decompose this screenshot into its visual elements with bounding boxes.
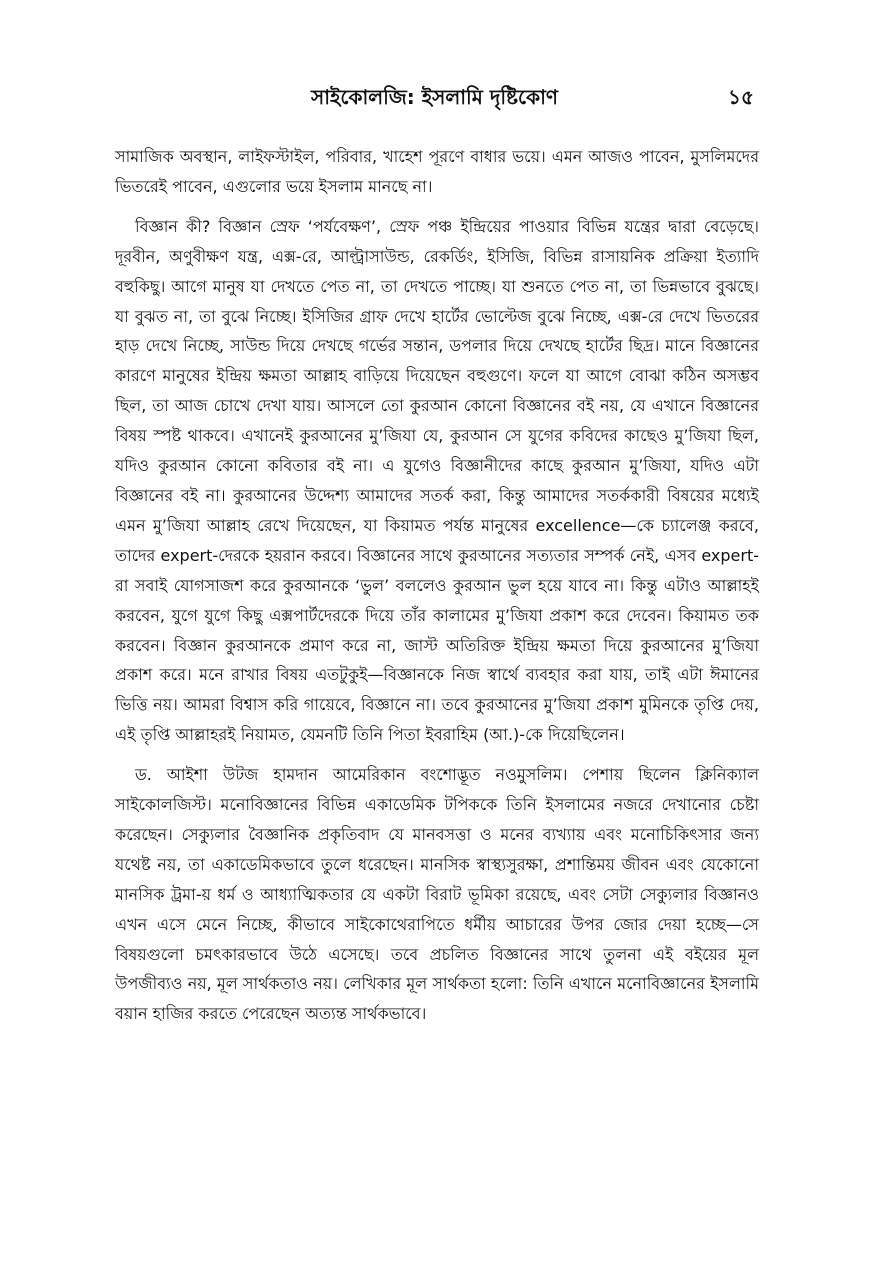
paragraph-2: বিজ্ঞান কী? বিজ্ঞান স্রেফ ‘পর্যবেক্ষণ’, স্রেফ পঞ্চ ইন্দ্রিয়ের পাওয়ার বিভিন্ন যন্ত্রের দ্বারা বেড়েছে। দূরবীন, অণুবীক্ষণ যন্ত্র, এক্স-রে, আল্ট্রাসাউন্ড, রেকর্ডিং, ইসিজি, বিভিন্ন রাসায়নিক প্রক্রিয়া ইত্যাদি বহুকিছু। আগে মানুষ যা দেখতে পেত না, তা দেখতে পাচ্ছে। যা শুনতে পেত না, তা ভিন্নভাবে বুঝছে। যা বুঝত না, তা বুঝে নিচ্ছে। ইসিজির গ্রাফ দেখে হার্টের ভোল্টেজ বুঝে নিচ্ছে, এক্স-রে দেখে ভিতরের হাড় দেখে নিচ্ছে, সাউন্ড দিয়ে দেখছে গর্ভের সন্তান, ডপলার দিয়ে দেখছে হার্টের ছিদ্র। মানে বিজ্ঞানের কারণে মানুষের ইন্দ্রিয় ক্ষমতা আল্লাহ বাড়িয়ে দিয়েছেন বহুগুণে। ফলে যা আগে বোঝা কঠিন অসম্ভব ছিল, তা আজ চোখে দেখা যায়। আসলে তো কুরআন কোনো বিজ্ঞানের বই নয়, যে এখানে বিজ্ঞানের বিষয় স্পষ্ট থাকবে। এখানেই কুরআনের মু’জিযা যে, কুরআন সে যুগের কবিদের কাছেও মু’জিযা ছিল, যদিও কুরআন কোনো কবিতার বই না। এ যুগেও বিজ্ঞানীদের কাছে কুরআন মু’জিযা, যদিও এটা বিজ্ঞানের বই না। কুরআনের উদ্দেশ্য আমাদের সতর্ক করা, কিন্তু আমাদের সতর্ককারী বিষয়ের মধ্যেই এমন মু’জিযা আল্লাহ রেখে দিয়েছেন, যা কিয়ামত পর্যন্ত মানুষের excellence—কে চ্যালেঞ্জ করবে, তাদের expert-দেরকে হয়রান করবে। বিজ্ঞানের সাথে কুরআনের সত্যতার সম্পর্ক নেই, এসব expert-রা সবাই যোগসাজশ করে কুরআনকে ‘ভুল’ বললেও কুরআন ভুল হয়ে যাবে না। কিন্তু এটাও আল্লাহই করবেন, যুগে যুগে কিছু এক্সপার্টদেরকে দিয়ে তাঁর কালামের মু’জিযা প্রকাশ করে দেবেন। কিয়ামত তক করবেন। বিজ্ঞান কুরআনকে প্রমাণ করে না, জাস্ট অতিরিক্ত ইন্দ্রিয় ক্ষমতা দিয়ে কুরআনের মু’জিযা প্রকাশ করে। মনে রাখার বিষয় এতটুকুই—বিজ্ঞানকে নিজ স্বার্থে ব্যবহার করা যায়, তাই এটা ঈমানের ভিত্তি নয়। আমরা বিশ্বাস করি গায়েবে, বিজ্ঞানে না। তবে কুরআনের মু’জিযা প্রকাশ মুমিনকে তৃপ্তি দেয়, এই তৃপ্তি আল্লাহরই নিয়ামত, যেমনটি তিনি পিতা ইবরাহিম (আ.)-কে দিয়েছিলেন। [115, 216, 759, 745]
running-header [115, 82, 754, 116]
body-text [115, 142, 759, 1029]
paragraph-3: ড. আইশা উটজ হামদান আমেরিকান বংশোদ্ভূত নওমুসলিম। পেশায় ছিলেন ক্লিনিক্যাল সাইকোলজিস্ট। মনোবিজ্ঞানের বিভিন্ন একাডেমিক টপিককে তিনি ইসলামের নজরে দেখানোর চেষ্টা করেছেন। সেক্যুলার বৈজ্ঞানিক প্রকৃতিবাদ যে মানবসত্তা ও মনের ব্যখ্যায় এবং মনোচিকিৎসার জন্য যথেষ্ট নয়, তা একাডেমিকভাবে তুলে ধরেছেন। মানসিক স্বাস্থ্যসুরক্ষা, প্রশান্তিময় জীবন এবং যেকোনো মানসিক ট্রমা-য় ধর্ম ও আধ্যাত্মিকতার যে একটা বিরাট ভূমিকা রয়েছে, এবং সেটা সেক্যুলার বিজ্ঞানও এখন এসে মেনে নিচ্ছে, কীভাবে সাইকোথেরাপিতে ধর্মীয় আচারের উপর জোর দেয়া হচ্ছে—সে বিষয়গুলো চমৎকারভাবে উঠে এসেছে। তবে প্রচলিত বিজ্ঞানের সাথে তুলনা এই বইয়ের মূল উপজীব্যও নয়, মূল সার্থকতাও নয়। লেখিকার মূল সার্থকতা হলো: তিনি এখানে মনোবিজ্ঞানের ইসলামি বয়ান হাজির করতে পেরেছেন অত্যন্ত সার্থকভাবে। [115, 765, 759, 1024]
page-number: ১৫ [728, 85, 754, 109]
chapter-title: সাইকোলজি: ইসলামি দৃষ্টিকোণ [311, 85, 558, 109]
paragraph-1: সামাজিক অবস্থান, লাইফস্টাইল, পরিবার, খাহেশ পূরণে বাধার ভয়ে। এমন আজও পাবেন, মুসলিমদের ভিতরেই পাবেন, এগুলোর ভয়ে ইসলাম মানছে না। [115, 147, 759, 196]
